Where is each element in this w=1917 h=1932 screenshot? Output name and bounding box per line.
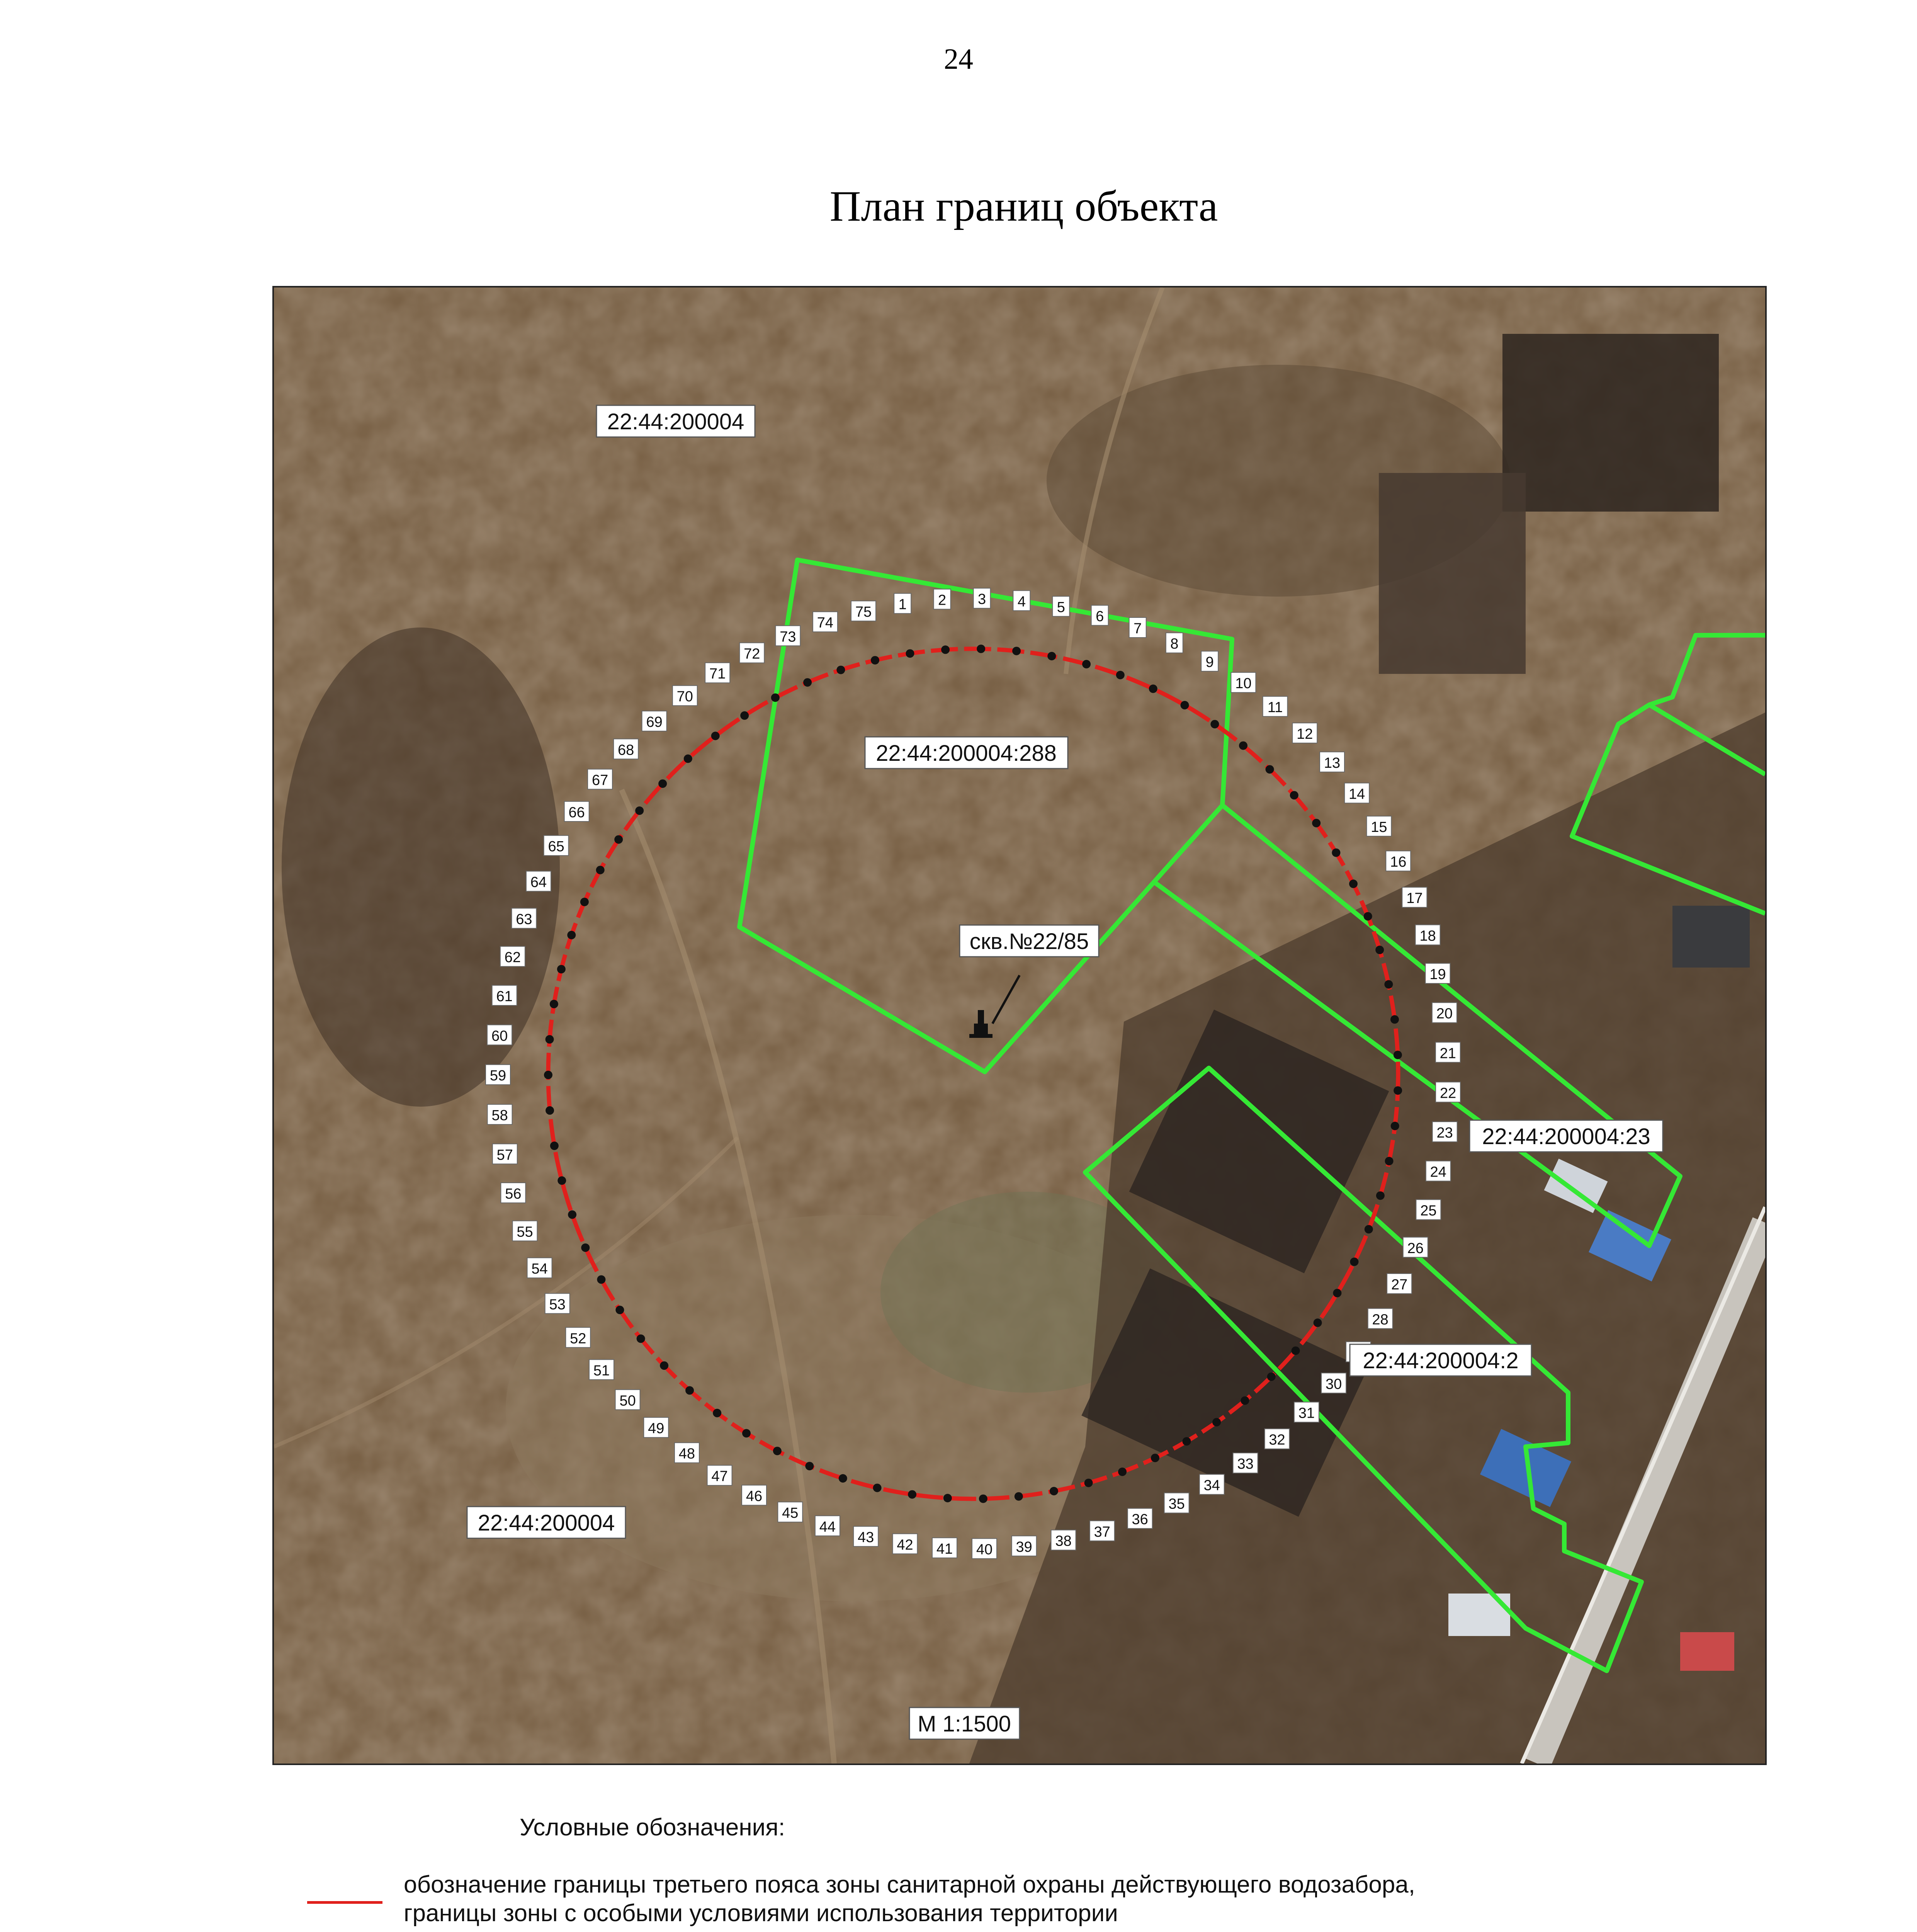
turning-point-label: 53 <box>549 1296 566 1313</box>
turning-point-label: 74 <box>817 615 834 631</box>
turning-point-label: 58 <box>491 1107 508 1124</box>
turning-point-dot <box>711 732 720 740</box>
turning-point-label: 42 <box>897 1537 913 1553</box>
turning-point-label: 17 <box>1406 890 1423 907</box>
turning-point-label: 45 <box>782 1505 799 1522</box>
turning-point-dot <box>597 1275 605 1284</box>
turning-point-label: 16 <box>1390 854 1407 871</box>
turning-point-label: 23 <box>1436 1125 1453 1141</box>
turning-point-dot <box>1385 1157 1394 1165</box>
turning-point-dot <box>1364 912 1372 920</box>
turning-point-label: 4 <box>1017 594 1026 610</box>
turning-point-dot <box>1050 1487 1058 1495</box>
turning-point-dot <box>544 1071 552 1079</box>
turning-point-dot <box>1210 720 1219 728</box>
turning-point-dot <box>1149 685 1157 693</box>
turning-point-dot <box>1349 879 1358 888</box>
turning-point-dot <box>614 835 623 844</box>
turning-point-label: 40 <box>976 1541 993 1558</box>
turning-point-label: 69 <box>646 714 663 731</box>
turning-point-dot <box>1391 1122 1399 1130</box>
turning-point-dot <box>660 1361 668 1370</box>
turning-point-dot <box>1312 819 1320 827</box>
turning-point-dot <box>557 965 566 973</box>
turning-point-dot <box>658 779 667 788</box>
turning-point-dot <box>1084 1479 1093 1487</box>
turning-point-label: 70 <box>676 689 693 705</box>
turning-point-dot <box>1394 1086 1402 1095</box>
turning-point-label: 26 <box>1407 1240 1424 1257</box>
turning-point-dot <box>550 1141 559 1150</box>
well-icon <box>978 1010 984 1025</box>
turning-point-dot <box>637 1335 645 1343</box>
turning-point-label: 44 <box>819 1519 836 1535</box>
quarter-label-top: 22:44:200004 <box>607 409 744 434</box>
turning-point-dot <box>1350 1258 1359 1266</box>
turning-point-dot <box>615 1306 624 1314</box>
turning-point-label: 61 <box>496 988 513 1005</box>
turning-point-dot <box>1332 849 1340 857</box>
turning-point-dot <box>803 678 812 687</box>
parcel-label-23: 22:44:200004:23 <box>1482 1124 1650 1149</box>
turning-point-dot <box>1333 1289 1341 1297</box>
turning-point-dot <box>742 1429 751 1437</box>
turning-point-label: 46 <box>746 1488 763 1505</box>
turning-point-label: 30 <box>1326 1376 1342 1393</box>
parcel-label-2: 22:44:200004:2 <box>1363 1348 1519 1373</box>
turning-point-dot <box>596 866 605 874</box>
turning-point-dot <box>546 1035 554 1044</box>
turning-point-label: 50 <box>619 1393 636 1409</box>
turning-point-label: 71 <box>709 666 726 682</box>
turning-point-label: 22 <box>1439 1085 1456 1102</box>
turning-point-dot <box>580 898 589 906</box>
turning-point-label: 31 <box>1298 1405 1315 1422</box>
turning-point-label: 15 <box>1371 819 1387 836</box>
turning-point-dot <box>977 645 985 653</box>
turning-point-dot <box>873 1484 882 1492</box>
turning-point-dot <box>836 666 845 674</box>
turning-point-label: 1 <box>898 596 907 613</box>
turning-point-dot <box>771 694 780 702</box>
turning-point-dot <box>979 1495 987 1503</box>
turning-point-label: 66 <box>568 804 585 821</box>
turning-point-label: 41 <box>936 1541 953 1557</box>
turning-point-dot <box>1292 1347 1300 1355</box>
page-title: План границ объекта <box>829 182 1218 230</box>
turning-point-dot <box>773 1447 782 1455</box>
turning-point-dot <box>1376 1191 1385 1200</box>
turning-point-label: 55 <box>517 1224 533 1240</box>
turning-point-dot <box>581 1243 590 1252</box>
quarter-label-bottom: 22:44:200004 <box>478 1510 615 1536</box>
turning-point-label: 10 <box>1235 675 1252 692</box>
turning-point-dot <box>805 1462 814 1470</box>
turning-point-label: 57 <box>496 1147 513 1163</box>
turning-point-label: 2 <box>938 592 947 609</box>
turning-point-label: 47 <box>711 1468 728 1485</box>
turning-point-label: 7 <box>1134 621 1142 637</box>
turning-point-label: 39 <box>1016 1539 1032 1555</box>
well-label: скв.№22/85 <box>969 929 1089 954</box>
turning-point-dot <box>1116 671 1125 679</box>
dark-vegetation <box>282 628 560 1107</box>
garden-plot <box>1379 473 1526 674</box>
turning-point-label: 14 <box>1349 786 1365 803</box>
turning-point-label: 9 <box>1205 654 1214 671</box>
turning-point-dot <box>546 1106 554 1115</box>
turning-point-dot <box>1394 1051 1402 1059</box>
turning-point-label: 28 <box>1372 1311 1388 1328</box>
turning-point-dot <box>635 806 644 815</box>
turning-point-dot <box>713 1409 721 1417</box>
turning-point-dot <box>1239 742 1247 750</box>
turning-point-label: 6 <box>1096 608 1104 625</box>
page-number: 24 <box>944 43 973 75</box>
turning-point-dot <box>941 645 950 654</box>
turning-point-label: 11 <box>1267 699 1283 716</box>
turning-point-label: 21 <box>1439 1045 1456 1062</box>
turning-point-label: 59 <box>489 1068 506 1084</box>
turning-point-label: 72 <box>744 646 760 662</box>
legend-zone-line2: границы зоны с особыми условиями использования территории <box>404 1900 1118 1927</box>
turning-point-dot <box>568 1210 576 1219</box>
well-icon <box>974 1024 988 1035</box>
turning-point-dot <box>1181 701 1189 709</box>
legend-zone-swatch <box>307 1901 382 1904</box>
turning-point-label: 37 <box>1094 1524 1110 1540</box>
garden-plot <box>1502 334 1719 512</box>
turning-point-dot <box>1118 1468 1127 1476</box>
turning-point-dot <box>1151 1454 1159 1462</box>
turning-point-label: 48 <box>678 1446 695 1462</box>
turning-point-dot <box>1047 652 1056 660</box>
map-frame <box>272 286 1767 1765</box>
turning-point-dot <box>1290 791 1298 799</box>
scale-label: М 1:1500 <box>918 1711 1011 1736</box>
turning-point-label: 49 <box>648 1420 664 1437</box>
turning-point-dot <box>684 755 692 763</box>
turning-point-dot <box>839 1474 847 1483</box>
turning-point-label: 25 <box>1420 1202 1437 1219</box>
turning-point-dot <box>740 711 749 720</box>
turning-point-dot <box>550 1000 558 1008</box>
turning-point-label: 54 <box>531 1261 548 1277</box>
turning-point-dot <box>557 1176 566 1185</box>
turning-point-label: 63 <box>516 911 532 928</box>
turning-point-label: 62 <box>504 949 521 966</box>
turning-point-label: 33 <box>1237 1456 1254 1473</box>
turning-point-label: 67 <box>591 772 608 789</box>
turning-point-dot <box>685 1386 694 1395</box>
turning-point-label: 35 <box>1168 1496 1185 1512</box>
turning-point-label: 8 <box>1170 636 1179 652</box>
turning-point-dot <box>908 1490 916 1499</box>
turning-point-dot <box>1241 1396 1249 1405</box>
turning-point-label: 12 <box>1297 726 1313 742</box>
parcel-label-288: 22:44:200004:288 <box>876 741 1057 766</box>
turning-point-label: 73 <box>780 629 796 645</box>
turning-point-label: 5 <box>1057 599 1065 616</box>
turning-point-label: 32 <box>1269 1432 1285 1448</box>
turning-point-dot <box>871 656 879 665</box>
turning-point-label: 36 <box>1132 1511 1148 1528</box>
legend-zone-line1: обозначение границы третьего пояса зоны санитарной охраны действующего водозабора, <box>404 1871 1415 1898</box>
turning-point-label: 19 <box>1429 966 1446 983</box>
turning-point-dot <box>1183 1437 1191 1446</box>
turning-point-label: 75 <box>855 604 872 621</box>
turning-point-label: 60 <box>491 1028 508 1044</box>
turning-point-dot <box>1082 660 1091 668</box>
turning-point-label: 38 <box>1055 1533 1072 1549</box>
turning-point-label: 51 <box>593 1362 610 1379</box>
turning-point-label: 43 <box>858 1529 874 1546</box>
turning-point-dot <box>567 931 576 939</box>
turning-point-label: 3 <box>978 591 986 608</box>
turning-point-label: 27 <box>1391 1277 1408 1293</box>
well-icon <box>969 1034 992 1038</box>
turning-point-label: 68 <box>618 742 634 759</box>
turning-point-dot <box>1365 1225 1373 1233</box>
satellite-map <box>274 287 1765 1764</box>
turning-point-label: 52 <box>570 1330 586 1347</box>
turning-point-dot <box>1267 1372 1276 1381</box>
turning-point-dot <box>1384 980 1393 989</box>
turning-point-label: 64 <box>530 874 547 891</box>
turning-point-dot <box>943 1494 952 1502</box>
turning-point-label: 18 <box>1419 928 1436 944</box>
house-roof <box>1672 906 1750 968</box>
turning-point-dot <box>1212 1418 1221 1427</box>
house-roof <box>1680 1632 1734 1671</box>
legend-heading: Условные обозначения: <box>520 1814 785 1841</box>
turning-point-dot <box>1314 1318 1322 1327</box>
turning-point-label: 13 <box>1324 755 1341 771</box>
turning-point-label: 24 <box>1430 1164 1446 1180</box>
turning-point-dot <box>906 649 914 658</box>
turning-point-dot <box>1375 946 1384 954</box>
turning-point-dot <box>1266 765 1274 774</box>
turning-point-dot <box>1015 1492 1023 1501</box>
turning-point-dot <box>1390 1015 1399 1024</box>
turning-point-label: 20 <box>1436 1005 1453 1022</box>
turning-point-label: 56 <box>505 1186 522 1202</box>
turning-point-dot <box>1012 647 1021 655</box>
turning-point-label: 34 <box>1203 1477 1220 1494</box>
turning-point-label: 65 <box>548 838 564 855</box>
